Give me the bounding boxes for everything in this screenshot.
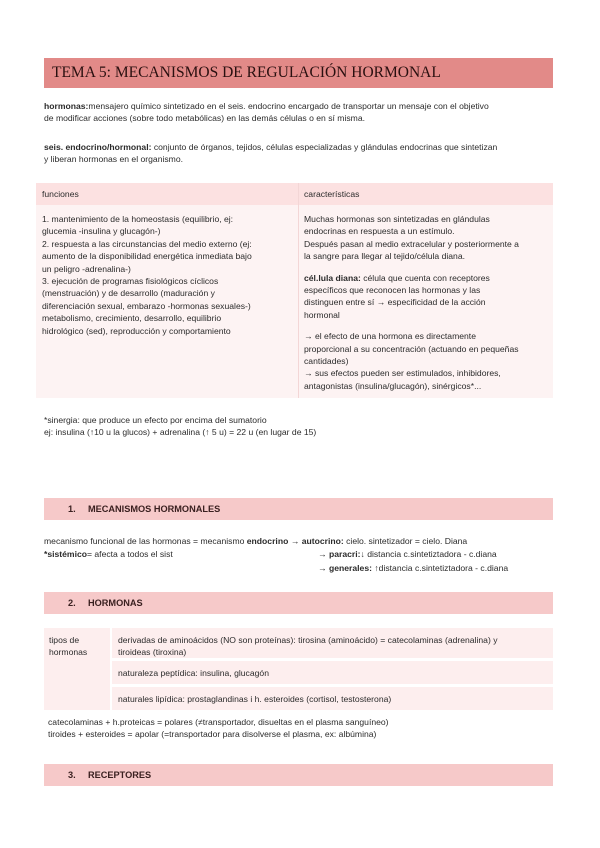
funciones-list — [42, 213, 294, 337]
generales-line — [318, 562, 508, 574]
term-endocrino: endocrino — [246, 536, 289, 546]
definition-hormonas-text: mensajero químico sintetizado en el seis. endocrino encargado de transportar un mensaje con el objetivo — [88, 101, 489, 111]
table-column-divider — [298, 183, 299, 398]
caracteristicas-line: la sangre para llegar al tejido/célula diana. — [304, 251, 465, 262]
term-sistemico: *sistémico — [44, 549, 87, 559]
note-line: tiroides + esteroides = apolar (=transportador para disolverse el plasma, ex: albúmina) — [48, 729, 377, 740]
table-header-row — [36, 183, 553, 205]
funciones-line: diferenciación sexual, embarazo -hormonas sexuales-) — [42, 300, 251, 311]
generales-text: ↑distancia c.sintetiztadora - c.diana — [374, 563, 509, 573]
mecanismo-line — [44, 535, 467, 547]
term-generales: generales: — [328, 563, 372, 573]
funciones-line: 2. respuesta a las circunstancias del medio externo (ej: — [42, 238, 252, 249]
tipos-row-aminoacidos — [118, 634, 550, 659]
note-line: catecolaminas + h.proteicas = polares (≠transportador, disueltas en el plasma sanguíneo) — [48, 717, 389, 727]
funciones-line: 3. ejecución de programas fisiológicos cíclicos — [42, 276, 219, 287]
definition-hormonas-text-2: de modificar acciones (sobre todo metabólicas) en las demás células o en sí misma. — [44, 113, 365, 124]
caracteristicas-line: hormonal — [304, 309, 340, 320]
sinergia-line: ej: insulina (↑10 u la glucos) + adrenalina (↑ 5 u) = 22 u (en lugar de 15) — [44, 427, 317, 438]
paracri-text: ↓ distancia c.sintetiztadora - c.diana — [360, 549, 497, 559]
tipos-label — [49, 634, 87, 659]
section-title-mecanismos: MECANISMOS HORMONALES — [88, 504, 221, 514]
section-title-receptores: RECEPTORES — [88, 770, 152, 780]
funciones-line: 1. mantenimiento de la homeostasis (equilibrio, ej: — [42, 214, 234, 224]
hormonas-notes — [48, 716, 389, 741]
tipos-row-lipidica: naturales lipídica: prostaglandinas i h. esteroides (cortisol, testosterona) — [118, 694, 392, 704]
tipos-label-line: hormonas — [49, 647, 88, 658]
sistemico-line — [44, 548, 173, 560]
caracteristicas-line: → el efecto de una hormona es directamente — [304, 331, 476, 342]
caracteristicas-list — [304, 213, 552, 392]
mecanismo-text: mecanismo funcional de las hormonas = mecanismo — [44, 536, 245, 546]
celula-diana-text: célula que cuenta con receptores — [363, 272, 490, 283]
tipos-label-line: tipos de — [49, 635, 80, 645]
definition-hormonas — [44, 100, 564, 125]
sistemico-text: = afecta a todos el sist — [87, 549, 173, 559]
funciones-line: un peligro -adrenalina-) — [42, 263, 131, 274]
definition-sistema-text-2: y liberan hormonas en el organismo. — [44, 154, 184, 165]
term-hormonas: hormonas: — [44, 101, 89, 111]
tipos-row-line: derivadas de aminoácidos (NO son proteínas): tirosina (aminoácido) = catecolaminas (adrenalina) y — [118, 635, 498, 645]
term-celula-diana: cél.lula diana: — [304, 272, 361, 283]
caracteristicas-line: proporcional a su concentración (actuando en pequeñas — [304, 343, 519, 354]
term-autocrino: autocrino: — [301, 536, 344, 546]
section-title-hormonas: HORMONAS — [88, 598, 143, 608]
term-paracri: paracri: — [328, 549, 361, 559]
autocrino-text: cielo. sintetizador = cielo. Diana — [346, 536, 468, 546]
section-number: 1. — [68, 504, 76, 514]
section-number: 3. — [68, 770, 76, 780]
paracri-line — [318, 548, 497, 560]
caracteristicas-line: antagonistas (insulina/glucagón), sinérgicos*... — [304, 380, 482, 391]
funciones-line: (menstruación) y de desarrollo (maduración y — [42, 288, 215, 299]
arrow-glyph: → — [318, 563, 327, 573]
header-funciones: funciones — [42, 189, 79, 199]
funciones-line: metabolismo, crecimiento, desarrollo, equilibrio — [42, 313, 222, 324]
section-number: 2. — [68, 598, 76, 608]
sinergia-note — [44, 414, 316, 439]
funciones-line: glucemia -insulina y glucagón-) — [42, 226, 161, 237]
caracteristicas-line: distinguen entre sí → especificidad de la acción — [304, 297, 486, 308]
caracteristicas-line: específicos que reconocen las hormonas y las — [304, 285, 481, 296]
sinergia-line: *sinergia: que produce un efecto por encima del sumatorio — [44, 415, 267, 425]
term-sistema-endocrino: seis. endocrino/hormonal: — [44, 142, 152, 152]
funciones-line: hidrológico (sed), reproducción y comportamiento — [42, 325, 231, 336]
caracteristicas-line: cantidades) — [304, 356, 349, 367]
page-title: TEMA 5: MECANISMOS DE REGULACIÓN HORMONAL — [52, 64, 441, 81]
arrow-glyph: → — [290, 536, 300, 546]
caracteristicas-line: Después pasan al medio extracelular y posteriormente a — [304, 238, 519, 249]
tipos-row-peptidica: naturaleza peptídica: insulina, glucagón — [118, 668, 269, 678]
tipos-row-line: tiroideas (tiroxina) — [118, 647, 187, 658]
definition-sistema-endocrino — [44, 141, 564, 166]
definition-sistema-text: conjunto de órganos, tejidos, células especializadas y glándulas endocrinas que sintetizan — [153, 142, 498, 152]
caracteristicas-line: endocrinas en respuesta a un estímulo. — [304, 226, 455, 237]
caracteristicas-line: → sus efectos pueden ser estimulados, inhibidores, — [304, 368, 501, 379]
header-caracteristicas: características — [304, 189, 360, 199]
arrow-glyph: → — [318, 549, 327, 559]
funciones-line: aumento de la disponibilidad energética inmediata bajo — [42, 251, 252, 262]
caracteristicas-line: Muchas hormonas son sintetizadas en glándulas — [304, 214, 490, 224]
